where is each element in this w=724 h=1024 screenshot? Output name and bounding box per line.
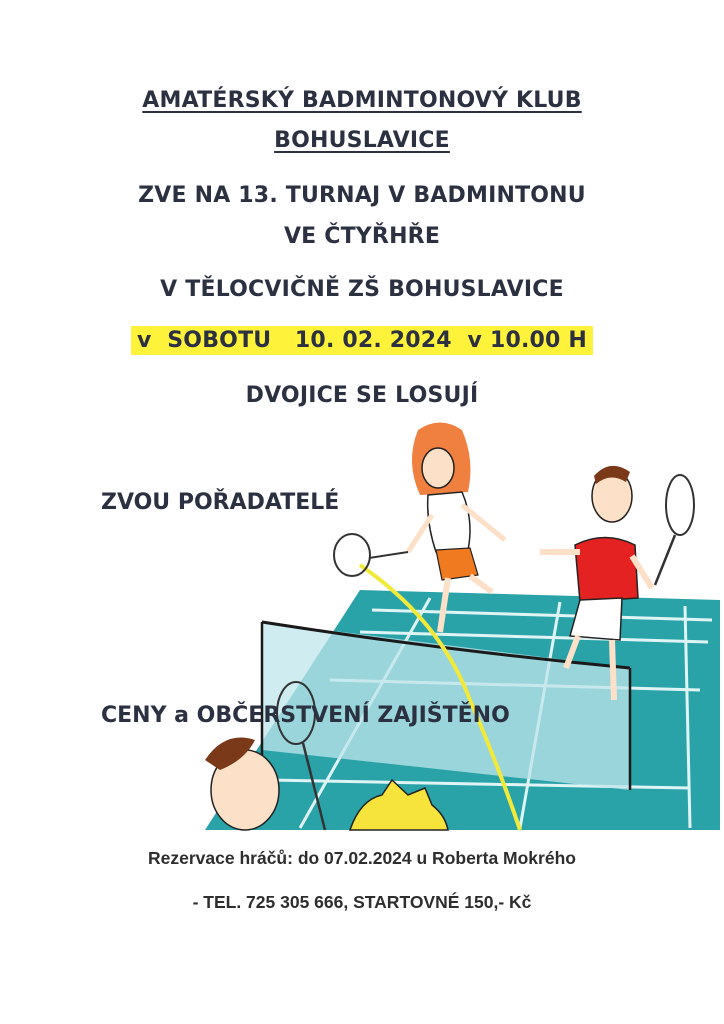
pairs-line: DVOJICE SE LOSUJÍ xyxy=(245,383,479,408)
club-name-line1: AMATÉRSKÝ BADMINTONOVÝ KLUB xyxy=(142,88,582,113)
reservation-line: Rezervace hráčů: do 07.02.2024 u Roberta Mokrého xyxy=(148,848,576,868)
date-highlight: v SOBOTU 10. 02. 2024 v 10.00 H xyxy=(131,326,593,355)
invite-line1: ZVE NA 13. TURNAJ V BADMINTONU xyxy=(138,183,586,208)
invite-line2: VE ČTYŘHŘE xyxy=(283,224,441,249)
venue-line: V TĚLOCVIČNĚ ZŠ BOHUSLAVICE xyxy=(160,277,564,302)
club-name-line2: BOHUSLAVICE xyxy=(274,128,450,153)
organizers-line: ZVOU POŘADATELÉ xyxy=(101,490,340,515)
date-line xyxy=(0,328,724,353)
prizes-line: CENY a OBČERSTVENÍ ZAJIŠTĚNO xyxy=(101,703,510,728)
contact-line: - TEL. 725 305 666, STARTOVNÉ 150,- Kč xyxy=(192,892,532,912)
